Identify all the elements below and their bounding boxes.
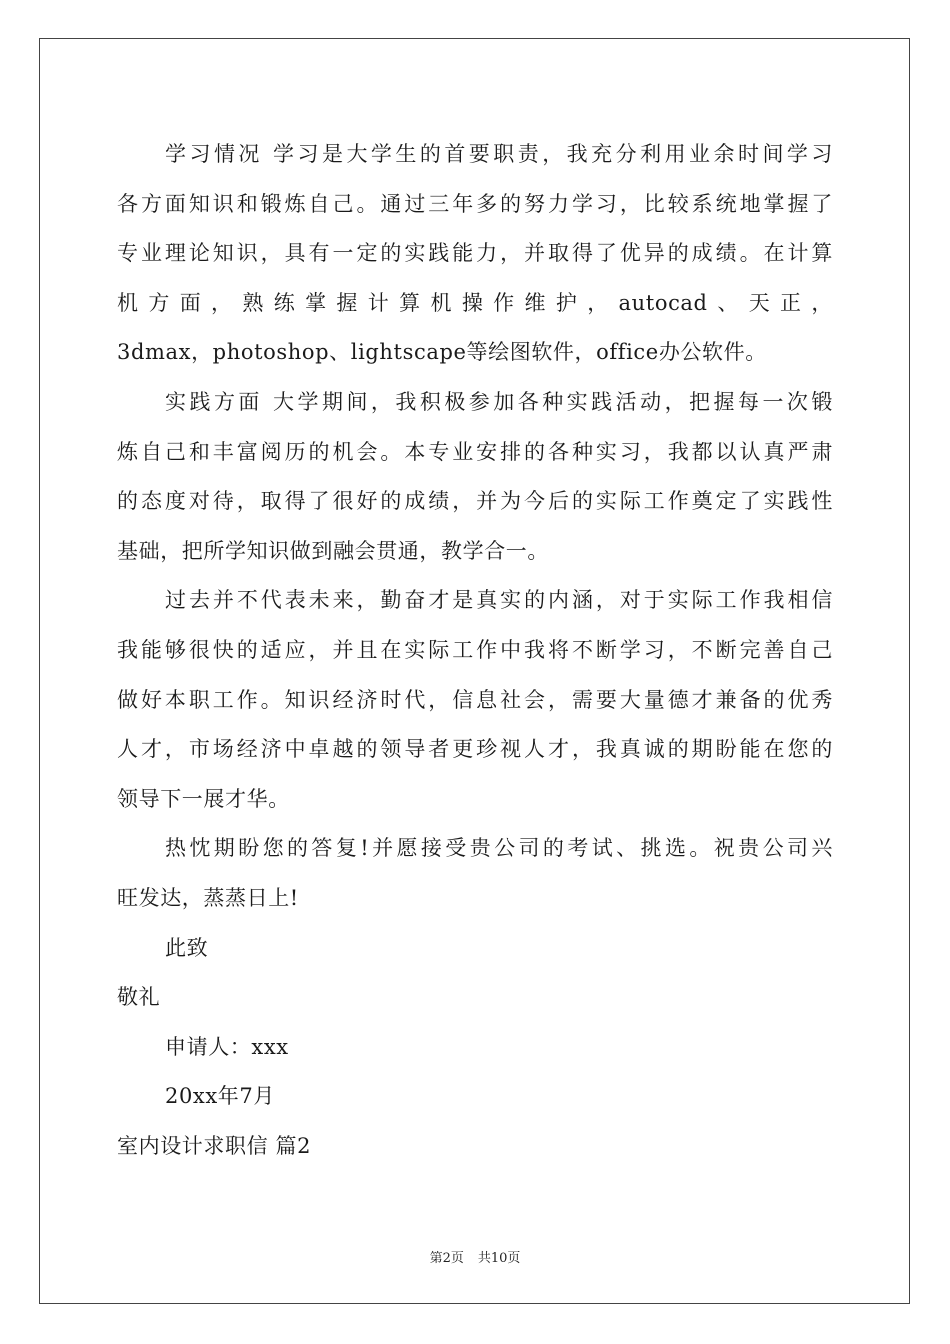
text-line: 旺发达，蒸蒸日上!	[117, 885, 299, 910]
paragraph-future	[117, 576, 833, 824]
text-line: 专业理论知识，具有一定的实践能力，并取得了优异的成绩。在计算	[117, 241, 833, 266]
paragraph-study	[117, 130, 833, 378]
text-line: 做好本职工作。知识经济时代，信息社会，需要大量德才兼备的优秀	[117, 687, 833, 712]
text-line: 人才，市场经济中卓越的领导者更珍视人才，我真诚的期盼能在您的	[117, 737, 833, 762]
section-heading: 室内设计求职信 篇2	[117, 1133, 312, 1158]
text-line: 热忱期盼您的答复!并愿接受贵公司的考试、挑选。祝贵公司兴	[165, 836, 833, 861]
text-line: 各方面知识和锻炼自己。通过三年多的努力学习，比较系统地掌握了	[117, 191, 833, 216]
text-line: 基础，把所学知识做到融会贯通，教学合一。	[117, 538, 549, 563]
salutation: 此致	[165, 935, 209, 960]
page-number: 第2页	[429, 1251, 464, 1266]
page-total: 共10页	[477, 1251, 521, 1266]
text-line: 炼自己和丰富阅历的机会。本专业安排的各种实习，我都以认真严肃	[117, 439, 833, 464]
paragraph-practice	[117, 378, 833, 576]
regards: 敬礼	[117, 985, 161, 1010]
letter-date: 20xx年7月	[165, 1084, 275, 1109]
applicant-signature: 申请人：xxx	[165, 1034, 289, 1059]
text-line: 实践方面 大学期间，我积极参加各种实践活动，把握每一次锻	[165, 389, 833, 414]
text-line: 3dmax，photoshop、lightscape等绘图软件，office办公软件。	[117, 340, 767, 365]
page-footer	[0, 1247, 950, 1266]
letter-body	[117, 130, 833, 1171]
text-line: 过去并不代表未来，勤奋才是真实的内涵，对于实际工作我相信	[165, 588, 833, 613]
text-line: 的态度对待，取得了很好的成绩，并为今后的实际工作奠定了实践性	[117, 489, 833, 514]
text-line: 领导下一展才华。	[117, 786, 290, 811]
text-line: 我能够很快的适应，并且在实际工作中我将不断学习，不断完善自己	[117, 637, 833, 662]
text-line: 机方面，熟练掌握计算机操作维护，autocad、天正，	[117, 290, 833, 315]
text-line: 学习情况 学习是大学生的首要职责，我充分利用业余时间学习	[165, 142, 833, 166]
paragraph-closing-wish	[117, 824, 833, 923]
